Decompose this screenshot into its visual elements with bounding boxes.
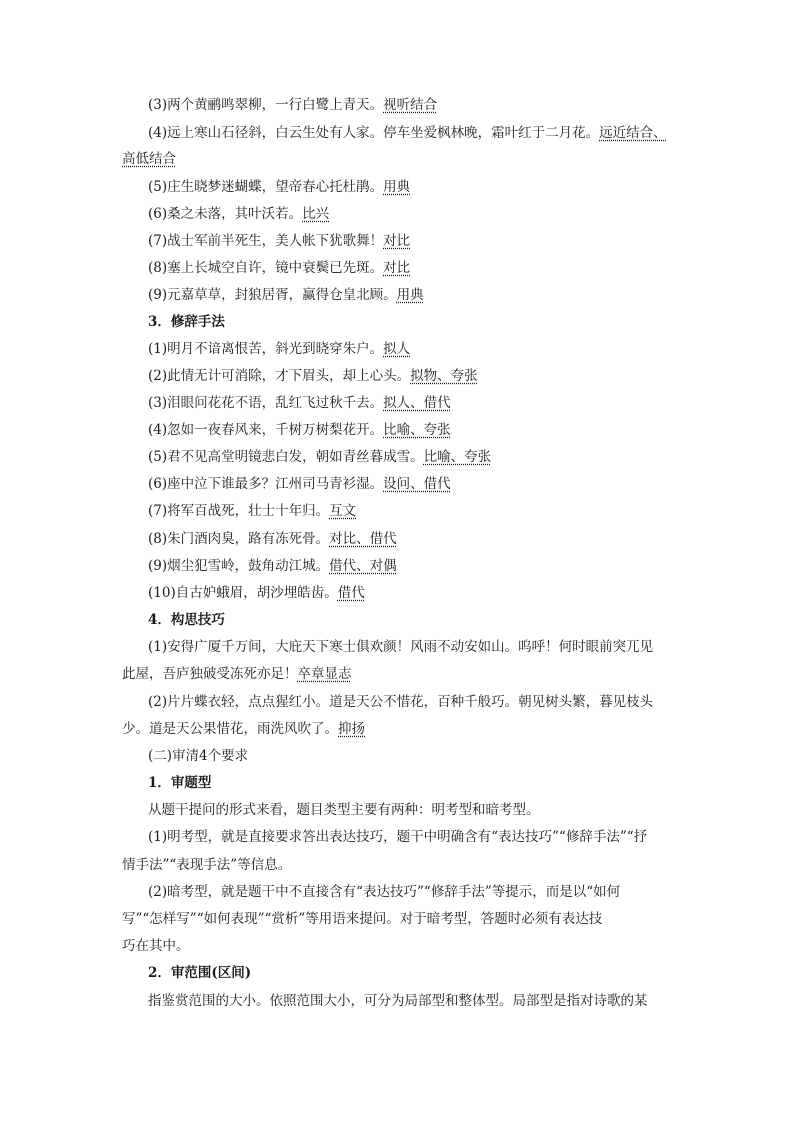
answer-label: 对比 (383, 260, 411, 276)
text-line: (4)远上寒山石径斜，白云生处有人家。停车坐爱枫林晚，霜叶红于二月花。远近结合、 (148, 125, 667, 141)
answer-label: 互文 (329, 503, 357, 519)
text-line: (5)庄生晓梦迷蝴蝶，望帝春心托杜鹃。用典 (148, 179, 411, 195)
text-line: (3)泪眼问花花不语，乱红飞过秋千去。拟人、借代 (148, 395, 451, 411)
text-line (122, 150, 652, 168)
answer-label: 比喻、夸张 (383, 422, 451, 438)
text-line: (9)烟尘犯雪岭，鼓角动江城。借代、对偶 (148, 558, 397, 574)
text-line: 指鉴赏范围的大小。依照范围大小，可分为局部型和整体型。局部型是指对诗歌的某 (148, 993, 648, 1009)
subheading: (二)审清4个要求 (148, 748, 249, 764)
answer-label: 借代 (337, 585, 365, 601)
answer-label: 拟物、夸张 (410, 368, 478, 384)
text-line: (2)此情无计可消除，才下眉头，却上心头。拟物、夸张 (148, 368, 478, 384)
text-line: (3)两个黄鹂鸣翠柳，一行白鹭上青天。视听结合 (148, 97, 438, 113)
answer-label: 拟人、借代 (383, 395, 451, 411)
section-heading: 4．构思技巧 (148, 612, 225, 628)
answer-label: 视听结合 (383, 97, 438, 113)
section-heading: 3．修辞手法 (148, 314, 225, 330)
answer-label: 高低结合 (122, 151, 176, 167)
text-line: (6)座中泣下谁最多？江州司马青衫湿。设问、借代 (148, 476, 451, 492)
answer-label: 比喻、夸张 (423, 449, 492, 465)
answer-label: 对比 (383, 233, 411, 249)
answer-label: 比兴 (302, 206, 330, 222)
text-line: (10)自古妒蛾眉，胡沙埋皓齿。借代 (148, 585, 365, 601)
answer-label: 对比、借代 (329, 531, 397, 547)
answer-label: 用典 (396, 287, 424, 303)
text-line: 写”“怎样写”“如何表现”“赏析”等用语来提问。对于暗考型，答题时必须有表达技 (122, 911, 603, 927)
text-line: 巧在其中。 (122, 938, 190, 954)
section-heading: 1．审题型 (148, 775, 212, 791)
text-line: (8)朱门酒肉臭，路有冻死骨。对比、借代 (148, 531, 397, 547)
section-heading: 2．审范围(区间) (148, 965, 252, 981)
text-line: (1)安得广厦千万间，大庇天下寒士俱欢颜！风雨不动安如山。呜呼！何时眼前突兀见 (148, 639, 654, 655)
text-line: (2)片片蝶衣轻，点点猩红小。道是天公不惜花，百种千般巧。朝见树头繁，暮见枝头 (148, 694, 654, 710)
text-line: (5)君不见高堂明镜悲白发，朝如青丝暮成雪。比喻、夸张 (148, 449, 492, 465)
answer-label: 抑扬 (338, 721, 365, 737)
text-line: 情手法”“表现手法”等信息。 (122, 857, 292, 873)
text-line: (2)暗考型，就是题干中不直接含有“表达技巧”“修辞手法”等提示，而是以“如何 (148, 884, 621, 900)
answer-label: 远近结合、 (599, 125, 667, 141)
text-line: (1)明月不谙离恨苦，斜光到晓穿朱户。拟人 (148, 341, 411, 357)
text-line: (1)明考型，就是直接要求答出表达技巧，题干中明确含有“表达技巧”“修辞手法”“抒 (148, 829, 648, 845)
text-line: (9)元嘉草草，封狼居胥，赢得仓皇北顾。用典 (148, 287, 424, 303)
answer-label: 设问、借代 (383, 476, 451, 492)
answer-label: 用典 (383, 179, 411, 195)
text-line: (8)塞上长城空自许，镜中衰鬓已先斑。对比 (148, 260, 411, 276)
text-line: (7)将军百战死，壮士十年归。互文 (148, 503, 357, 519)
answer-label: 卒章显志 (297, 666, 352, 682)
text-line: (4)忽如一夜春风来，千树万树梨花开。比喻、夸张 (148, 422, 451, 438)
text-line: (6)桑之未落，其叶沃若。比兴 (148, 206, 330, 222)
text-line: 此屋，吾庐独破受冻死亦足！卒章显志 (122, 666, 352, 682)
text-line: (7)战士军前半死生，美人帐下犹歌舞！对比 (148, 233, 411, 249)
answer-label: 拟人 (383, 341, 411, 357)
text-line: 从题干提问的形式来看，题目类型主要有两种：明考型和暗考型。 (148, 802, 540, 818)
answer-label: 借代、对偶 (329, 558, 397, 574)
text-line: 少。道是天公果惜花，雨洗风吹了。抑扬 (122, 721, 365, 737)
